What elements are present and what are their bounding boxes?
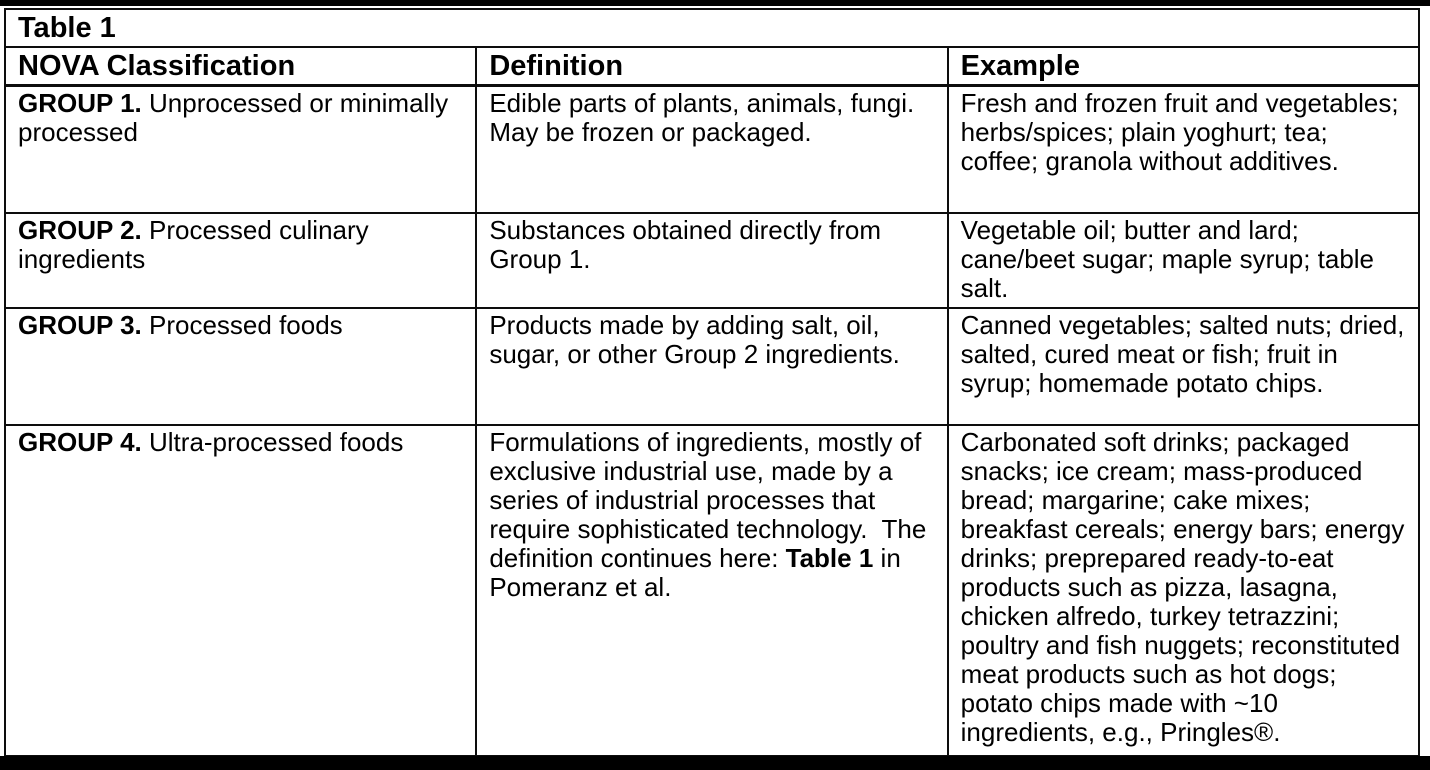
group-4-name: Ultra-processed foods bbox=[141, 426, 404, 457]
group-3-name: Processed foods bbox=[141, 309, 343, 340]
table-row-group-2 bbox=[5, 213, 1419, 308]
page-bottom-rule bbox=[0, 756, 1430, 770]
table-header-row bbox=[5, 47, 1419, 86]
column-header-classification: NOVA Classification bbox=[5, 47, 476, 86]
group-2-definition-text: Substances obtained directly from Group 1. bbox=[489, 214, 889, 274]
group-4-label: GROUP 4. bbox=[18, 426, 142, 457]
group-3-label: GROUP 3. bbox=[18, 309, 142, 340]
cell-group-2-classification bbox=[5, 213, 476, 308]
group-3-definition-text: Products made by adding salt, oil, sugar, or other Group 2 ingredients. bbox=[489, 309, 900, 369]
cell-group-2-example: Vegetable oil; butter and lard; cane/beet sugar; maple syrup; table salt. bbox=[948, 213, 1419, 308]
table-title-row bbox=[5, 9, 1419, 47]
cell-group-2-definition bbox=[476, 213, 947, 308]
nova-classification-table bbox=[4, 8, 1420, 757]
cell-group-3-definition bbox=[476, 308, 947, 425]
table-row-group-3 bbox=[5, 308, 1419, 425]
group-2-name: Processed culinary ingredients bbox=[18, 214, 376, 274]
group-4-definition-bold: Table 1 bbox=[785, 542, 874, 573]
table-row-group-1 bbox=[5, 86, 1419, 213]
group-1-definition-text: Edible parts of plants, animals, fungi. May be frozen or packaged. bbox=[489, 88, 929, 147]
table-row-group-4 bbox=[5, 425, 1419, 756]
group-2-label: GROUP 2. bbox=[18, 214, 142, 245]
cell-group-4-example: Carbonated soft drinks; packaged snacks; ice cream; mass-produced bread; margarine; cake mixes; breakfast cereals; energy bars; energy drinks; preprepared ready-to-eat products such as pizza, lasagna, chicken alfredo, turkey tetrazzini; poultry and fish nuggets; reconstituted meat products such as hot dogs; potato chips made with ~10 ingredients, e.g., Pringles®. bbox=[948, 425, 1419, 756]
cell-group-1-classification bbox=[5, 86, 476, 213]
group-1-label: GROUP 1. bbox=[18, 88, 142, 118]
column-header-example: Example bbox=[948, 47, 1419, 86]
group-4-definition-tail: in Pomeranz et al. bbox=[489, 542, 909, 602]
group-1-name: Unprocessed or minimally processed bbox=[18, 88, 456, 147]
cell-group-1-example: Fresh and frozen fruit and vegetables; herbs/spices; plain yoghurt; tea; coffee; granola without additives. bbox=[948, 86, 1419, 213]
column-header-definition: Definition bbox=[476, 47, 947, 86]
cell-group-4-classification bbox=[5, 425, 476, 756]
group-4-definition-text: Formulations of ingredients, mostly of exclusive industrial use, made by a series of industrial processes that require sophisticated technology. The definition continues here: bbox=[489, 426, 934, 573]
cell-group-3-classification bbox=[5, 308, 476, 425]
page-top-rule bbox=[0, 0, 1430, 6]
cell-group-4-definition bbox=[476, 425, 947, 756]
table-title: Table 1 bbox=[5, 9, 1419, 47]
cell-group-3-example: Canned vegetables; salted nuts; dried, salted, cured meat or fish; fruit in syrup; homemade potato chips. bbox=[948, 308, 1419, 425]
cell-group-1-definition bbox=[476, 86, 947, 213]
